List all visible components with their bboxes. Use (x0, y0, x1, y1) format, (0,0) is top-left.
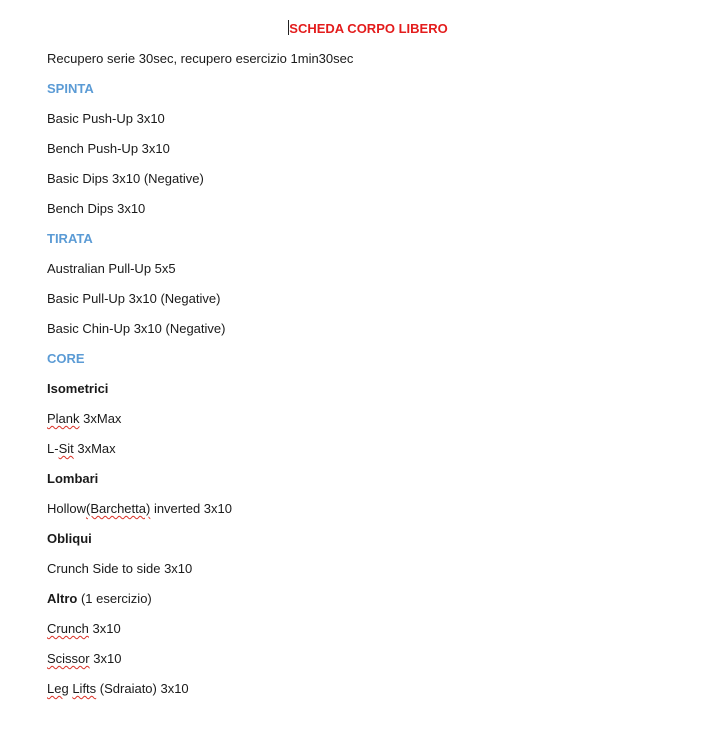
exercise-detail: 3x10 (89, 651, 122, 666)
spellcheck-word: Crunch (47, 621, 89, 636)
spellcheck-word: (Barchetta) (86, 501, 151, 516)
exercise-item-plank (47, 411, 121, 427)
exercise-detail: 3xMax (73, 441, 116, 456)
exercise-item: Basic Chin-Up 3x10 (Negative) (47, 321, 226, 336)
section-heading-tirata: TIRATA (47, 231, 93, 246)
spellcheck-word: Sit (58, 441, 74, 456)
exercise-item-scissor (47, 651, 121, 667)
spellcheck-word: Scissor (47, 651, 90, 666)
exercise-item: Bench Dips 3x10 (47, 201, 146, 216)
exercise-item: Bench Push-Up 3x10 (47, 141, 170, 156)
exercise-item-crunch (47, 621, 121, 637)
spellcheck-word: Leg (47, 681, 69, 696)
section-heading-spinta: SPINTA (47, 81, 94, 96)
exercise-item: Basic Pull-Up 3x10 (Negative) (47, 291, 221, 306)
section-heading-core: CORE (47, 351, 85, 366)
exercise-detail: 3x10 (88, 621, 121, 636)
exercise-item: Crunch Side to side 3x10 (47, 561, 193, 576)
exercise-item-leg-lifts (47, 681, 189, 697)
spellcheck-word: Plank (47, 411, 80, 426)
spellcheck-word: Lifts (72, 681, 97, 696)
subheading-note: (1 esercizio) (77, 591, 152, 606)
document-title (0, 20, 703, 37)
subheading-altro (47, 591, 152, 607)
subheading-isometrici: Isometrici (47, 381, 109, 396)
exercise-item: Basic Push-Up 3x10 (47, 111, 165, 126)
subheading-label: Altro (47, 591, 78, 606)
exercise-item: Australian Pull-Up 5x5 (47, 261, 176, 276)
exercise-detail: 3xMax (79, 411, 122, 426)
subheading-lombari: Lombari (47, 471, 99, 486)
exercise-prefix: L- (47, 441, 59, 456)
intro-line: Recupero serie 30sec, recupero esercizio 1min30sec (47, 51, 354, 66)
title-text: SCHEDA CORPO LIBERO (289, 21, 448, 36)
exercise-item-hollow (47, 501, 232, 517)
exercise-detail: inverted 3x10 (150, 501, 232, 516)
exercise-item-lsit (47, 441, 116, 457)
exercise-item: Basic Dips 3x10 (Negative) (47, 171, 204, 186)
subheading-obliqui: Obliqui (47, 531, 92, 546)
exercise-detail: (Sdraiato) 3x10 (96, 681, 189, 696)
exercise-prefix: Hollow (47, 501, 87, 516)
